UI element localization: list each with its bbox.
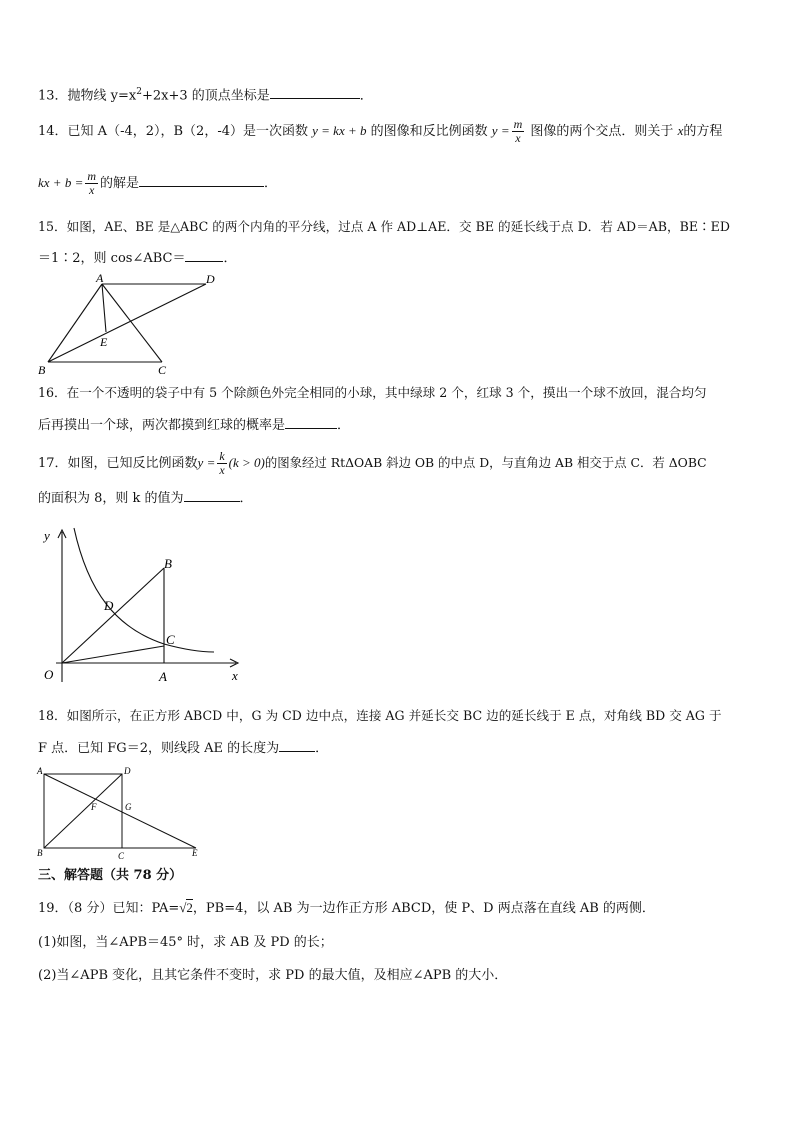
question-19-line1 [38,898,764,919]
q18-label-c: C [118,851,125,861]
q19-sqrt-value: 2 [186,900,193,915]
q18-segment-ae [44,774,196,848]
q14-fraction-2 [85,170,98,197]
q15-segment-ae [102,284,106,332]
q14-frac-numerator: m [513,117,523,131]
q13-text-b: +2x+3 的顶点坐标是 [141,88,270,104]
q14-inverse-lhs: y = [491,123,510,138]
q15-label-a: A [96,271,104,285]
q15-text-b: ＝1∶2，则 cos∠ABC＝ [38,251,186,266]
question-14-line2 [38,170,764,197]
q16-answer-blank[interactable] [285,414,337,429]
q14-end: ． [264,176,278,191]
q17-end: ． [239,491,253,506]
q17-condition: (k > 0) [228,455,265,470]
q18-end: ． [315,741,329,756]
q14-text-a: 14．已知 A（-4，2），B（2，-4）是一次函数 [38,124,308,139]
q17-label-d: D [104,598,114,613]
q14-fraction [512,118,525,145]
q14-linear-expression: y = kx + b [312,123,367,138]
q19-text-a: 19．（8 分）已知：PA= [38,901,180,916]
q18-label-b: B [37,848,43,858]
q14-var-x: x [677,123,684,138]
q18-answer-blank[interactable] [279,737,315,752]
question-15-line1 [38,217,764,238]
q13-answer-blank[interactable] [270,84,360,99]
q15-answer-blank[interactable] [185,247,223,262]
question-13 [38,82,764,106]
question-18-line1 [38,706,764,727]
q17-coordinate-figure [36,522,250,688]
q15-triangle-figure [34,270,224,378]
q18-diagonal-bd [44,774,122,848]
q17-frac-denominator: x [219,463,225,477]
q14-frac2-denominator: x [89,183,95,197]
q14-frac-denominator: x [515,131,521,145]
q14-answer-blank[interactable] [139,172,264,187]
question-18-line2 [38,737,764,759]
question-19-part1 [38,933,764,953]
q18-label-f: F [91,802,97,812]
q14-text-e: 的解是 [100,176,140,191]
q19-text-b: ，PB=4，以 AB 为一边作正方形 ABCD，使 P、D 两点落在直线 AB 的两侧． [192,901,655,916]
q13-end: ． [359,88,373,104]
q17-label-x: x [232,668,238,683]
q18-label-g: G [125,802,132,812]
q17-frac-numerator: k [219,449,225,463]
q13-text-a: 13．抛物线 y=x [38,88,137,104]
q15-label-d: D [206,272,215,286]
q17-fraction [217,450,226,477]
q14-frac2-numerator: m [87,169,97,183]
q19-sqrt: √2 [179,900,193,915]
q19-part1-text: (1)如图，当∠APB＝45° 时，求 AB 及 PD 的长； [38,935,333,950]
question-17-line1 [38,450,764,477]
question-15-line2 [38,247,764,269]
q16-text-b: 后再摸出一个球，两次都摸到红球的概率是 [38,418,286,433]
q15-segment-ac [102,284,162,362]
q17-label-b: B [164,556,172,571]
q13-superscript: 2 [136,87,142,97]
q16-end: ． [337,418,351,433]
q17-function-lhs: y = [197,455,216,470]
q17-label-a: A [159,669,167,684]
q15-text-a: 15．如图，AE、BE 是△ABC 的两个内角的平分线，过点 A 作 AD⊥AE．交 BE 的延长线于点 D．若 AD＝AB，BE∶ED [38,219,730,234]
q18-text-b: F 点．已知 FG＝2，则线段 AE 的长度为 [38,741,280,756]
q18-label-e: E [192,848,198,858]
q14-text-d: 的方程 [683,124,723,139]
q15-segment-ba [48,284,102,362]
q15-segment-bd [48,284,206,362]
q14-text-c: 图像的两个交点．则关于 [530,124,674,139]
q17-text-b: 的图象经过 RtΔOAB 斜边 OB 的中点 D，与直角边 AB 相交于点 C．若 ΔOBC [264,455,707,470]
question-19-part2 [38,966,764,986]
q17-label-y: y [44,528,50,543]
section-3-heading [38,866,764,886]
q17-text-c: 的面积为 8，则 k 的值为 [38,491,184,506]
question-14-line1 [38,118,764,145]
q15-label-e: E [100,335,108,349]
q14-equation-lhs: kx + b = [38,175,84,190]
q14-text-b: 的图像和反比例函数 [370,124,488,139]
question-16-line2 [38,414,764,436]
q17-label-c: C [166,632,175,647]
q17-label-o: O [44,667,54,682]
q18-square-figure [34,764,206,862]
q15-label-b: B [38,363,46,377]
q18-label-a: A [37,766,43,776]
q17-text-a: 17．如图，已知反比例函数 [38,456,198,471]
q17-hyperbola-curve [74,528,214,652]
question-16-line1 [38,383,764,404]
q15-label-c: C [158,363,167,377]
question-17-line2 [38,487,764,509]
q18-text-a: 18．如图所示，在正方形 ABCD 中，G 为 CD 边中点，连接 AG 并延长交 BC 边的延长线于 E 点，对角线 BD 交 AG 于 [38,708,722,723]
q15-end: ． [223,251,237,266]
q19-part2-text: (2)当∠APB 变化，且其它条件不变时，求 PD 的最大值，及相应∠APB 的大小． [38,968,508,983]
q16-text-a: 16．在一个不透明的袋子中有 5 个除颜色外完全相同的小球，其中绿球 2 个，红球 3 个，摸出一个球不放回，混合均匀 [38,385,707,400]
section-3-title: 三、解答题（共 78 分） [38,868,183,883]
q17-answer-blank[interactable] [184,487,240,502]
q18-label-d: D [124,766,131,776]
